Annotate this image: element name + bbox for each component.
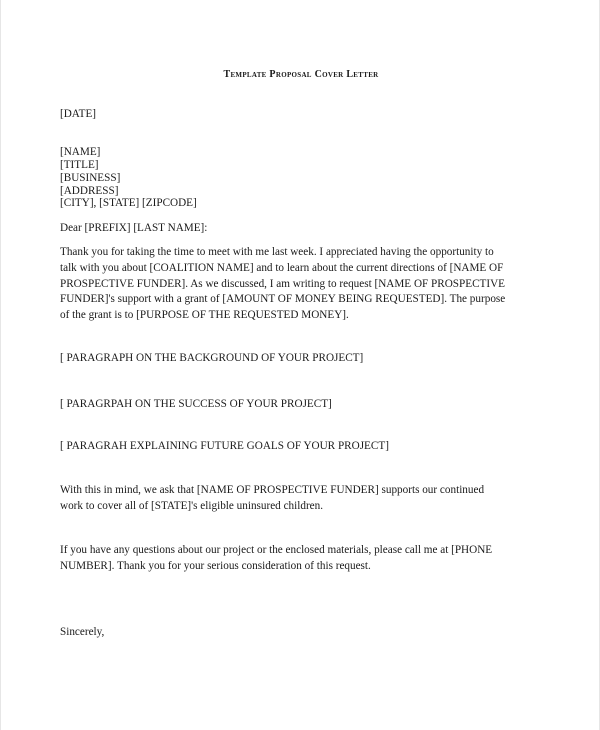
date-field: [DATE] <box>60 108 97 120</box>
intro-line: PROSPECTIVE FUNDER]. As we discussed, I am writing to request [NAME OF PROSPECTIVE <box>60 277 506 290</box>
goals-placeholder: [ PARAGRAH EXPLAINING FUTURE GOALS OF YOUR PROJECT] <box>60 440 389 452</box>
salutation: Dear [PREFIX] [LAST NAME]: <box>60 222 208 234</box>
recipient-business: [BUSINESS] <box>60 172 121 184</box>
intro-line: FUNDER]'s support with a grant of [AMOUNT OF MONEY BEING REQUESTED]. The purpose <box>60 293 506 306</box>
intro-line: talk with you about [COALITION NAME] and to learn about the current directions of [NAME OF <box>60 261 504 274</box>
intro-paragraph <box>60 245 560 324</box>
recipient-city-state-zip: [CITY], [STATE] [ZIPCODE] <box>60 197 197 209</box>
questions-line: NUMBER]. Thank you for your serious consideration of this request. <box>60 559 371 572</box>
document-title: Template Proposal Cover Letter <box>223 69 379 80</box>
intro-line: of the grant is to [PURPOSE OF THE REQUESTED MONEY]. <box>60 309 349 322</box>
recipient-name: [NAME] <box>60 146 101 158</box>
questions-paragraph <box>60 543 560 575</box>
closing-request-line: With this in mind, we ask that [NAME OF PROSPECTIVE FUNDER] supports our continued <box>60 484 485 496</box>
closing-request-line: work to cover all of [STATE]'s eligible uninsured children. <box>60 499 324 512</box>
signoff: Sincerely, <box>60 626 105 638</box>
questions-line: If you have any questions about our project or the enclosed materials, please call me at [PHONE <box>60 544 493 556</box>
background-placeholder: [ PARAGRAPH ON THE BACKGROUND OF YOUR PROJECT] <box>60 352 364 364</box>
recipient-title: [TITLE] <box>60 159 99 171</box>
closing-request-paragraph <box>60 483 560 515</box>
success-placeholder: [ PARAGRPAH ON THE SUCCESS OF YOUR PROJECT] <box>60 398 332 410</box>
recipient-address: [ADDRESS] <box>60 185 119 197</box>
intro-line: Thank you for taking the time to meet with me last week. I appreciated having the opportunity to <box>60 246 494 258</box>
